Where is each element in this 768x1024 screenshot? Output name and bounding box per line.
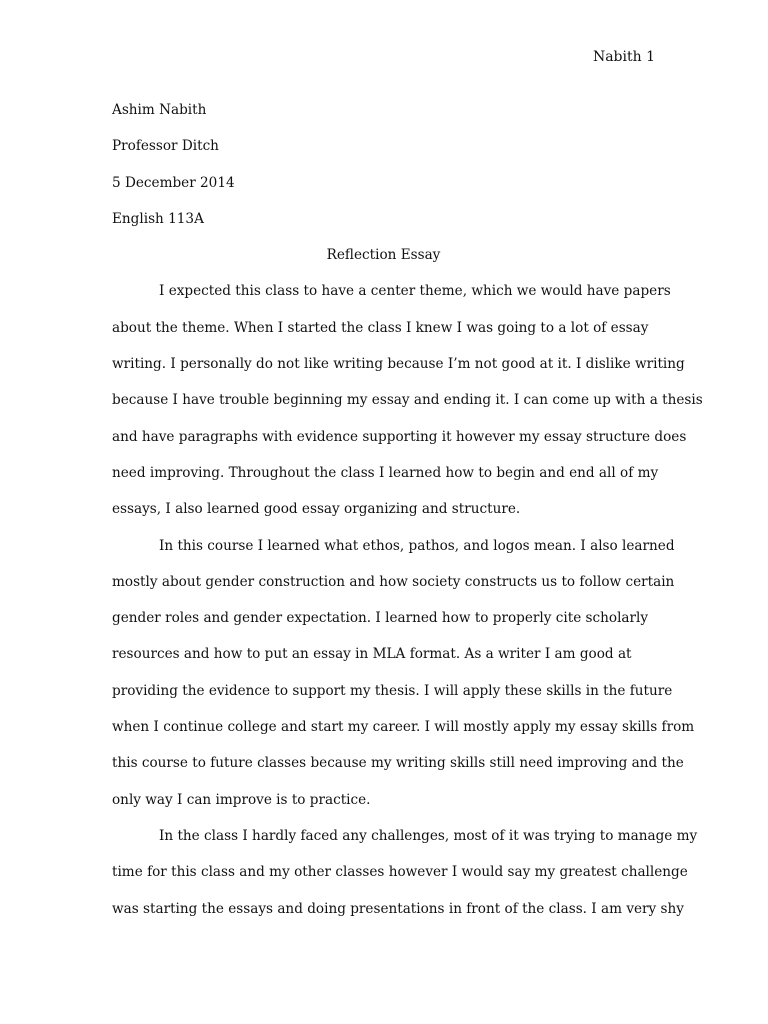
student-name: Ashim Nabith	[112, 102, 207, 118]
paragraph-line: and have paragraphs with evidence supporting it however my essay structure does	[112, 428, 687, 445]
paragraph-line: In the class I hardly faced any challenges, most of it was trying to manage my	[159, 827, 698, 844]
running-head: Nabith 1	[592, 49, 655, 65]
paragraph-line: mostly about gender construction and how society constructs us to follow certain	[112, 573, 675, 590]
paragraph-line: was starting the essays and doing presentations in front of the class. I am very shy	[112, 900, 684, 917]
paragraph-line: this course to future classes because my writing skills still need improving and the	[112, 755, 684, 772]
paragraph-line: only way I can improve is to practice.	[112, 791, 371, 808]
paragraph-line: I expected this class to have a center theme, which we would have papers	[159, 283, 671, 300]
paragraph-3	[112, 818, 698, 927]
paragraph-line: when I continue college and start my career. I will mostly apply my essay skills from	[112, 719, 695, 736]
paragraph-line: because I have trouble beginning my essay and ending it. I can come up with a thesis	[112, 392, 703, 409]
paragraph-line: time for this class and my other classes however I would say my greatest challenge	[112, 864, 688, 881]
paragraph-1	[112, 273, 703, 527]
paragraph-line: about the theme. When I started the class I knew I was going to a lot of essay	[112, 319, 649, 336]
course-name: English 113A	[112, 210, 204, 227]
paragraph-line: gender roles and gender expectation. I learned how to properly cite scholarly	[112, 610, 649, 627]
paragraph-line: essays, I also learned good essay organizing and structure.	[112, 501, 521, 518]
essay-title: Reflection Essay	[326, 247, 441, 264]
paragraph-line: resources and how to put an essay in MLA format. As a writer I am good at	[112, 646, 632, 663]
professor-name: Professor Ditch	[112, 138, 219, 155]
paragraph-line: providing the evidence to support my thesis. I will apply these skills in the future	[112, 682, 673, 699]
paragraph-line: need improving. Throughout the class I learned how to begin and end all of my	[112, 464, 659, 481]
document-body	[112, 92, 703, 927]
paragraph-2	[112, 528, 695, 818]
date: 5 December 2014	[112, 174, 235, 191]
paragraph-line: writing. I personally do not like writing because I’m not good at it. I dislike writing	[112, 356, 685, 373]
paragraph-line: In this course I learned what ethos, pathos, and logos mean. I also learned	[159, 537, 675, 554]
